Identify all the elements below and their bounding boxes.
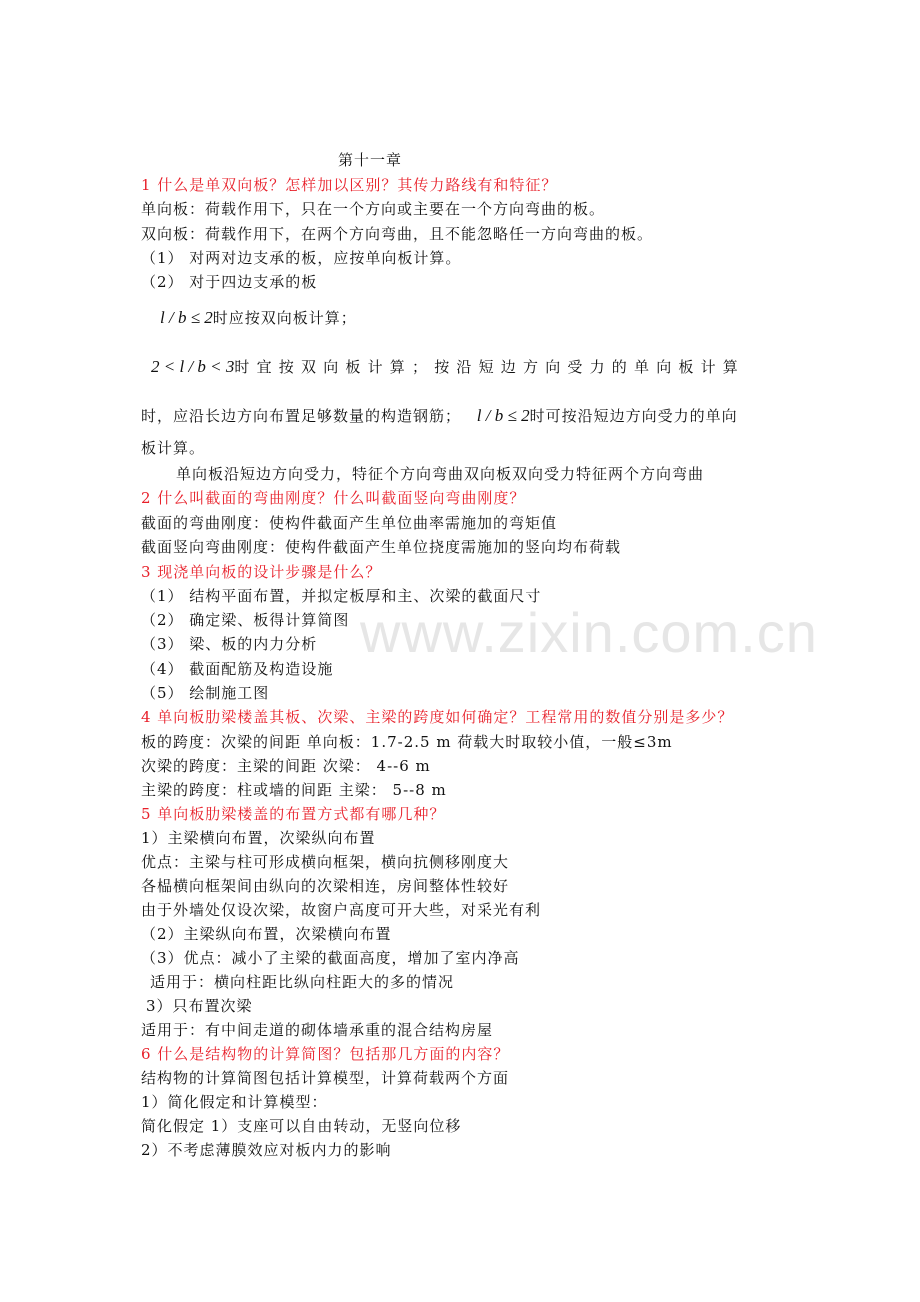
answer-1-line-8: 板计算。: [141, 439, 206, 457]
question-2: 2 什么叫截面的弯曲刚度？什么叫截面竖向弯曲刚度？: [141, 489, 526, 507]
watermark: www.zixin.com.cn: [360, 601, 818, 664]
question-3: 3 现浇单向板的设计步骤是什么？: [141, 563, 382, 581]
answer-1-line-7-text-2: 时可按沿短边方向受力的单向: [529, 407, 738, 425]
formula-l-over-b-le-2: l / b ≤ 2: [160, 308, 213, 327]
answer-3-line-2: （2） 确定梁、板得计算简图: [141, 611, 350, 629]
question-1: 1 什么是单双向板？怎样加以区别？其传力路线有和特征？: [141, 176, 558, 194]
answer-4-line-2: 次梁的跨度：主梁的间距 次梁： 4--6 m: [141, 757, 431, 775]
answer-3-line-4: （4） 截面配筋及构造设施: [141, 660, 334, 678]
answer-6-line-4: 2）不考虑薄膜效应对板内力的影响: [141, 1141, 392, 1159]
answer-1-line-7-text-1: 时，应沿长边方向布置足够数量的构造钢筋；: [141, 407, 462, 425]
answer-6-line-3: 简化假定 1）支座可以自由转动，无竖向位移: [141, 1117, 462, 1135]
answer-5-line-1: 1）主梁横向布置，次梁纵向布置: [141, 829, 376, 847]
answer-5-line-7: 适用于：横向柱距比纵向柱距大的多的情况: [150, 973, 455, 991]
answer-5-line-5: （2）主梁纵向布置，次梁横向布置: [141, 925, 392, 943]
formula-l-over-b-le-2-b: l / b ≤ 2: [476, 406, 530, 425]
answer-5-line-2: 优点：主梁与柱可形成横向框架，横向抗侧移刚度大: [141, 853, 510, 871]
answer-1-line-5-text: 时应按双向板计算；: [212, 309, 357, 327]
answer-1-line-5: [160, 307, 357, 329]
answer-5-line-6: （3）优点：减小了主梁的截面高度，增加了室内净高: [141, 949, 520, 967]
answer-1-line-1: 单向板：荷载作用下，只在一个方向或主要在一个方向弯曲的板。: [141, 200, 606, 218]
answer-1-line-6: [151, 356, 745, 378]
answer-6-line-2: 1）简化假定和计算模型：: [141, 1093, 328, 1111]
formula-2-lt-l-over-b-lt-3: 2 < l / b < 3: [151, 357, 235, 376]
answer-5-line-8: 3）只布置次梁: [146, 997, 253, 1015]
answer-3-line-5: （5） 绘制施工图: [141, 684, 270, 702]
answer-4-line-1: 板的跨度：次梁的间距 单向板：1.7-2.5 m 荷载大时取较小值，一般≤3m: [141, 733, 673, 751]
answer-1-line-4: （2） 对于四边支承的板: [141, 273, 318, 291]
answer-3-line-3: （3） 梁、板的内力分析: [141, 635, 318, 653]
answer-1-line-2: 双向板：荷载作用下，在两个方向弯曲，且不能忽略任一方向弯曲的板。: [141, 225, 654, 243]
answer-1-line-3: （1） 对两对边支承的板，应按单向板计算。: [141, 249, 462, 267]
answer-1-line-6-text: 时宜按双向板计算；按沿短边方向受力的单向板计算: [234, 358, 745, 376]
answer-2-line-1: 截面的弯曲刚度：使构件截面产生单位曲率需施加的弯矩值: [141, 514, 558, 532]
answer-2-line-2: 截面竖向弯曲刚度：使构件截面产生单位挠度需施加的竖向均布荷载: [141, 538, 622, 556]
chapter-title: 第十一章: [338, 151, 403, 169]
answer-1-line-9: 单向板沿短边方向受力，特征个方向弯曲双向板双向受力特征两个方向弯曲: [176, 465, 705, 483]
answer-3-line-1: （1） 结构平面布置，并拟定板厚和主、次梁的截面尺寸: [141, 587, 542, 605]
answer-1-line-7: [141, 405, 738, 427]
question-4: 4 单向板肋梁楼盖其板、次梁、主梁的跨度如何确定？工程常用的数值分别是多少？: [141, 708, 734, 726]
answer-5-line-3: 各榀横向框架间由纵向的次梁相连，房间整体性较好: [141, 877, 510, 895]
answer-5-line-9: 适用于：有中间走道的砌体墙承重的混合结构房屋: [141, 1021, 494, 1039]
answer-4-line-3: 主梁的跨度：柱或墙的间距 主梁： 5--8 m: [141, 781, 447, 799]
answer-5-line-4: 由于外墙处仅设次梁，故窗户高度可开大些，对采光有利: [141, 901, 542, 919]
question-5: 5 单向板肋梁楼盖的布置方式都有哪几种？: [141, 805, 446, 823]
answer-6-line-1: 结构物的计算简图包括计算模型，计算荷载两个方面: [141, 1069, 510, 1087]
question-6: 6 什么是结构物的计算简图？包括那几方面的内容？: [141, 1045, 510, 1063]
